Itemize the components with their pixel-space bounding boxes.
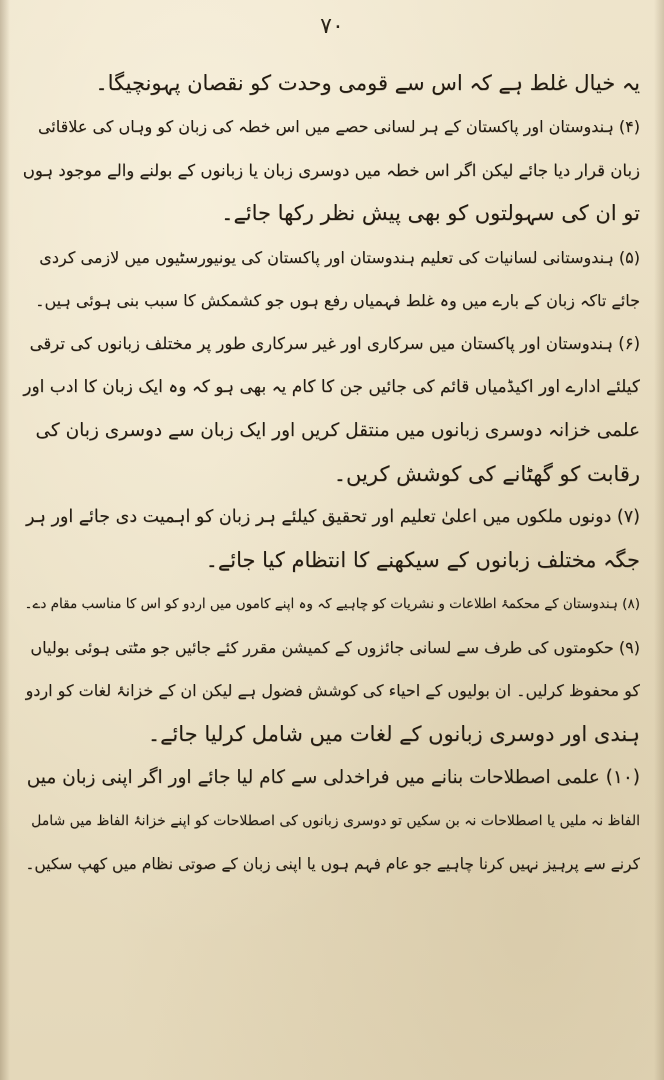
text-line: تو ان کی سہولتوں کو بھی پیش نظر رکھا جائے۔: [221, 201, 640, 226]
text-line: یہ خیال غلط ہے کہ اس سے قومی وحدت کو نقصان پہونچیگا۔: [95, 71, 640, 95]
text-line: (۶) ہندوستان اور پاکستان میں سرکاری اور غیر سرکاری طور پر مختلف زبانوں کی ترقی: [29, 334, 640, 354]
page-right-edge-shadow: [654, 0, 664, 1080]
text-line: جائے تاکہ زبان کے بارے میں وہ غلط فہمیاں رفع ہوں جو کشمکش کا سبب بنی ہوئی ہیں۔: [35, 290, 640, 310]
text-line: (۸) ہندوستان کے محکمۂ اطلاعات و نشریات کو چاہیے کہ وہ اپنے کاموں میں اردو کو اس کا مناسب مقام دے۔: [24, 595, 640, 612]
text-line: (۱۰) علمی اصطلاحات بنانے میں فراخدلی سے کام لیا جائے اور اگر اپنی زبان میں: [26, 767, 640, 789]
text-line: (۴) ہندوستان اور پاکستان کے ہر لسانی حصے میں اس خطہ کی زبان کو وہاں کی علاقائی: [37, 117, 640, 137]
text-line: (۵) ہندوستانی لسانیات کی تعلیم ہندوستان اور پاکستان کی یونیورسٹیوں میں لازمی کردی: [39, 247, 640, 267]
page-left-edge-shadow: [0, 0, 10, 1080]
text-line: زبان قرار دیا جائے لیکن اگر اس خطہ میں دوسری زبان یا زبانوں کے بولنے والے موجود ہوں: [22, 160, 640, 180]
text-line: کیلئے ادارے اور اکیڈمیاں قائم کی جائیں جن کا کام یہ بھی ہو کہ وہ ایک زبان کا ادب اور: [23, 376, 640, 397]
page-text-body: [22, 62, 640, 886]
text-line: (۷) دونوں ملکوں میں اعلیٰ تعلیم اور تحقیق کیلئے ہر زبان کو اہمیت دی جائے اور ہر: [25, 506, 640, 527]
text-line: ہندی اور دوسری زبانوں کے لغات میں شامل کرلیا جائے۔: [147, 721, 640, 746]
text-line: رقابت کو گھٹانے کی کوشش کریں۔: [333, 461, 640, 486]
text-line: الفاظ نہ ملیں یا اصطلاحات نہ بن سکیں تو دوسری زبانوں کی اصطلاحات کو اپنے خزانۂ الفاظ میں شامل: [31, 812, 640, 829]
text-line: کو محفوظ کرلیں۔ ان بولیوں کے احیاء کی کوشش فضول ہے لیکن ان کے خزانۂ لغات کو اردو: [25, 681, 640, 701]
text-line: جگہ مختلف زبانوں کے سیکھنے کا انتظام کیا جائے۔: [205, 548, 640, 573]
text-line: کرنے سے پرہیز نہیں کرنا چاہیے جو عام فہم ہوں یا اپنی زبان کے صوتی نظام میں کھپ سکیں۔: [25, 855, 640, 874]
text-line: (۹) حکومتوں کی طرف سے لسانی جائزوں کے کمیشن مقرر کئے جائیں جو مٹتی ہوئی بولیاں: [30, 638, 640, 658]
text-line: علمی خزانہ دوسری زبانوں میں منتقل کریں اور ایک زبان سے دوسری زبان کی: [35, 420, 640, 442]
page-number: ۷۰: [320, 14, 344, 39]
